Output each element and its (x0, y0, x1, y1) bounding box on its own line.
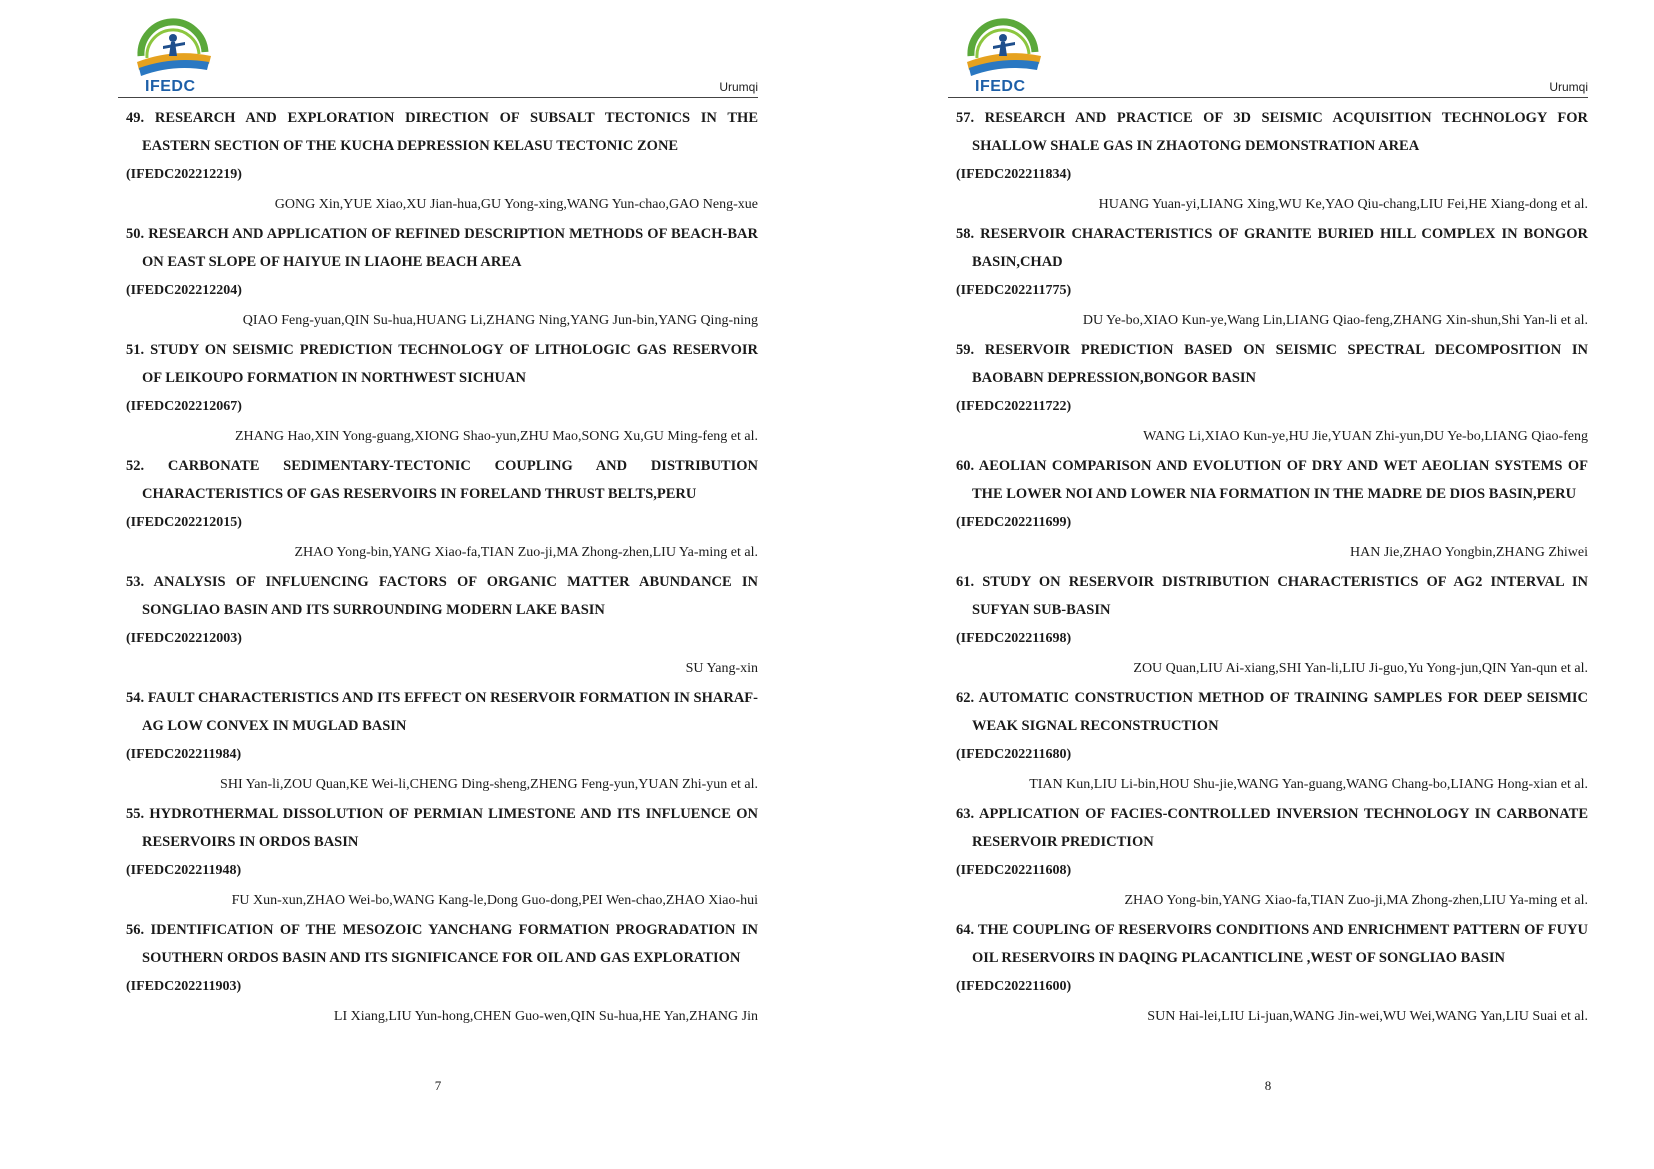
paper-code: (IFEDC202211948) (126, 863, 242, 878)
paper-authors: QIAO Feng-yuan,QIN Su-hua,HUANG Li,ZHANG Ning,YANG Jun-bin,YANG Qing-ning (242, 313, 758, 328)
paper-entry (126, 916, 758, 1032)
paper-title: 59. RESERVOIR PREDICTION BASED ON SEISMIC SPECTRAL DECOMPOSITION IN BAOBABN DEPRESSION,BONGOR BASIN (956, 342, 1588, 386)
paper-entry (126, 800, 758, 916)
header-city: Urumqi (719, 80, 758, 94)
paper-entry (956, 568, 1588, 684)
logo-text: IFEDC (145, 78, 196, 95)
paper-entry (126, 220, 758, 336)
paper-entry (126, 568, 758, 684)
page-number: 8 (1264, 1078, 1272, 1093)
paper-code: (IFEDC202212015) (126, 515, 242, 530)
paper-authors: ZHAO Yong-bin,YANG Xiao-fa,TIAN Zuo-ji,MA Zhong-zhen,LIU Ya-ming et al. (294, 545, 758, 560)
paper-code: (IFEDC202212067) (126, 399, 242, 414)
paper-authors: ZOU Quan,LIU Ai-xiang,SHI Yan-li,LIU Ji-guo,Yu Yong-jun,QIN Yan-qun et al. (1133, 661, 1588, 676)
paper-authors: ZHANG Hao,XIN Yong-guang,XIONG Shao-yun,ZHU Mao,SONG Xu,GU Ming-feng et al. (235, 429, 758, 444)
paper-title: 50. RESEARCH AND APPLICATION OF REFINED DESCRIPTION METHODS OF BEACH-BAR ON EAST SLOPE OF HAIYUE IN LIAOHE BEACH AREA (126, 226, 758, 270)
paper-entry (956, 452, 1588, 568)
paper-title: 51. STUDY ON SEISMIC PREDICTION TECHNOLOGY OF LITHOLOGIC GAS RESERVOIR OF LEIKOUPO FORMATION IN NORTHWEST SICHUAN (126, 342, 758, 386)
paper-title: 53. ANALYSIS OF INFLUENCING FACTORS OF ORGANIC MATTER ABUNDANCE IN SONGLIAO BASIN AND ITS SURROUNDING MODERN LAKE BASIN (126, 574, 758, 618)
logo-emblem-icon (963, 12, 1043, 78)
logo-text: IFEDC (975, 78, 1026, 95)
paper-title: 55. HYDROTHERMAL DISSOLUTION OF PERMIAN LIMESTONE AND ITS INFLUENCE ON RESERVOIRS IN ORDOS BASIN (126, 806, 758, 850)
paper-entry (956, 684, 1588, 800)
page-number: 7 (434, 1078, 442, 1093)
paper-title: 61. STUDY ON RESERVOIR DISTRIBUTION CHARACTERISTICS OF AG2 INTERVAL IN SUFYAN SUB-BASIN (956, 574, 1588, 618)
paper-title: 62. AUTOMATIC CONSTRUCTION METHOD OF TRAINING SAMPLES FOR DEEP SEISMIC WEAK SIGNAL RECONSTRUCTION (956, 690, 1588, 734)
entry-list (126, 104, 758, 1032)
paper-code: (IFEDC202211680) (956, 747, 1072, 762)
paper-title: 60. AEOLIAN COMPARISON AND EVOLUTION OF DRY AND WET AEOLIAN SYSTEMS OF THE LOWER NOI AND LOWER NIA FORMATION IN THE MADRE DE DIOS BASIN,PERU (956, 458, 1588, 502)
paper-code: (IFEDC202211984) (126, 747, 242, 762)
paper-authors: HUANG Yuan-yi,LIANG Xing,WU Ke,YAO Qiu-chang,LIU Fei,HE Xiang-dong et al. (1098, 197, 1588, 212)
paper-title: 58. RESERVOIR CHARACTERISTICS OF GRANITE BURIED HILL COMPLEX IN BONGOR BASIN,CHAD (956, 226, 1588, 270)
paper-title: 63. APPLICATION OF FACIES-CONTROLLED INVERSION TECHNOLOGY IN CARBONATE RESERVOIR PREDICTION (956, 806, 1588, 850)
page-left (118, 0, 758, 1169)
paper-entry (956, 220, 1588, 336)
paper-code: (IFEDC202211600) (956, 979, 1072, 994)
header-city: Urumqi (1549, 80, 1588, 94)
paper-authors: SHI Yan-li,ZOU Quan,KE Wei-li,CHENG Ding-sheng,ZHENG Feng-yun,YUAN Zhi-yun et al. (220, 777, 758, 792)
entry-list (956, 104, 1588, 1032)
paper-authors: SU Yang-xin (685, 661, 758, 676)
paper-authors: HAN Jie,ZHAO Yongbin,ZHANG Zhiwei (1350, 545, 1588, 560)
paper-entry (126, 452, 758, 568)
paper-entry (956, 336, 1588, 452)
paper-code: (IFEDC202211699) (956, 515, 1072, 530)
paper-title: 56. IDENTIFICATION OF THE MESOZOIC YANCHANG FORMATION PROGRADATION IN SOUTHERN ORDOS BASIN AND ITS SIGNIFICANCE FOR OIL AND GAS EXPLORATION (126, 922, 758, 966)
ifedc-logo (963, 12, 1043, 95)
logo-emblem-icon (133, 12, 213, 78)
paper-code: (IFEDC202211775) (956, 283, 1072, 298)
paper-entry (956, 800, 1588, 916)
paper-code: (IFEDC202212219) (126, 167, 242, 182)
paper-authors: ZHAO Yong-bin,YANG Xiao-fa,TIAN Zuo-ji,MA Zhong-zhen,LIU Ya-ming et al. (1124, 893, 1588, 908)
paper-authors: GONG Xin,YUE Xiao,XU Jian-hua,GU Yong-xing,WANG Yun-chao,GAO Neng-xue (274, 197, 758, 212)
paper-authors: DU Ye-bo,XIAO Kun-ye,Wang Lin,LIANG Qiao-feng,ZHANG Xin-shun,Shi Yan-li et al. (1082, 313, 1588, 328)
paper-title: 54. FAULT CHARACTERISTICS AND ITS EFFECT ON RESERVOIR FORMATION IN SHARAF-AG LOW CONVEX IN MUGLAD BASIN (126, 690, 758, 734)
paper-entry (126, 684, 758, 800)
page-right (948, 0, 1588, 1169)
paper-entry (956, 104, 1588, 220)
paper-entry (126, 104, 758, 220)
paper-entry (126, 336, 758, 452)
paper-entry (956, 916, 1588, 1032)
header-divider (948, 97, 1588, 98)
paper-authors: TIAN Kun,LIU Li-bin,HOU Shu-jie,WANG Yan-guang,WANG Chang-bo,LIANG Hong-xian et al. (1029, 777, 1588, 792)
paper-title: 64. THE COUPLING OF RESERVOIRS CONDITIONS AND ENRICHMENT PATTERN OF FUYU OIL RESERVOIRS IN DAQING PLACANTICLINE ,WEST OF SONGLIAO BASIN (956, 922, 1588, 966)
paper-code: (IFEDC202211698) (956, 631, 1072, 646)
paper-code: (IFEDC202211834) (956, 167, 1072, 182)
paper-code: (IFEDC202211903) (126, 979, 242, 994)
paper-code: (IFEDC202211722) (956, 399, 1072, 414)
paper-authors: WANG Li,XIAO Kun-ye,HU Jie,YUAN Zhi-yun,DU Ye-bo,LIANG Qiao-feng (1143, 429, 1588, 444)
paper-code: (IFEDC202211608) (956, 863, 1072, 878)
header-divider (118, 97, 758, 98)
ifedc-logo (133, 12, 213, 95)
paper-authors: LI Xiang,LIU Yun-hong,CHEN Guo-wen,QIN Su-hua,HE Yan,ZHANG Jin (333, 1009, 758, 1024)
paper-code: (IFEDC202212204) (126, 283, 242, 298)
paper-authors: FU Xun-xun,ZHAO Wei-bo,WANG Kang-le,Dong Guo-dong,PEI Wen-chao,ZHAO Xiao-hui (231, 893, 758, 908)
paper-authors: SUN Hai-lei,LIU Li-juan,WANG Jin-wei,WU Wei,WANG Yan,LIU Suai et al. (1147, 1009, 1588, 1024)
paper-code: (IFEDC202212003) (126, 631, 242, 646)
paper-title: 52. CARBONATE SEDIMENTARY-TECTONIC COUPLING AND DISTRIBUTION CHARACTERISTICS OF GAS RESERVOIRS IN FORELAND THRUST BELTS,PERU (126, 458, 758, 502)
paper-title: 49. RESEARCH AND EXPLORATION DIRECTION OF SUBSALT TECTONICS IN THE EASTERN SECTION OF THE KUCHA DEPRESSION KELASU TECTONIC ZONE (126, 110, 758, 154)
paper-title: 57. RESEARCH AND PRACTICE OF 3D SEISMIC ACQUISITION TECHNOLOGY FOR SHALLOW SHALE GAS IN ZHAOTONG DEMONSTRATION AREA (956, 110, 1588, 154)
